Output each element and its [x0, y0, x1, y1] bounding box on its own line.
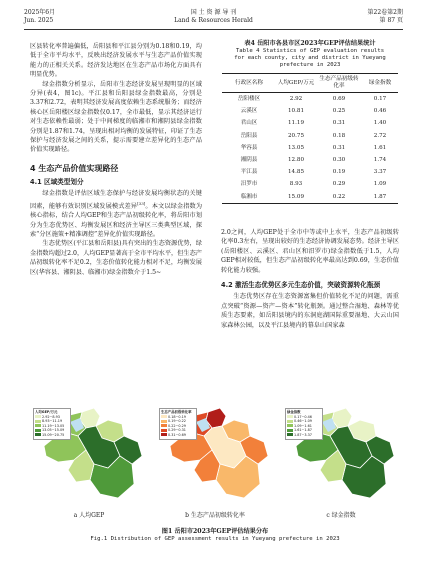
cell-value: 2.72: [373, 132, 387, 139]
cell-region: 岳阳楼区: [237, 96, 261, 102]
legend-swatch: [161, 415, 167, 418]
legend-label: 8.93~11.19: [42, 419, 63, 424]
header-date: 2025年6月: [24, 9, 56, 16]
figure-1: [30, 398, 400, 558]
paragraph-text: 绿金指数是评估区域生态保护与经济发展均衡状态的关键因素，能够有效识别区域发展模式差异: [30, 190, 202, 210]
cell-value: 0.31: [332, 144, 346, 151]
legend-swatch: [35, 424, 41, 427]
table-4: [221, 40, 399, 204]
cell-value: 2.92: [289, 96, 303, 102]
paragraph: 2.0之间，人均GEP处于全市中等或中上水平，生态产品初级转化率0.3左右，呈现出较好的生态经济协调发展态势。经济主导区(岳阳楼区、云溪区、君山区和汨罗市)绿金指数低于1.5，人均GEP相对较低，但生态产品初级转化率最高达到0.69，生态价值转化能力较强。: [221, 229, 399, 274]
cell-value: 15.09: [276, 191, 316, 204]
legend-title: 人均GEP/万元: [35, 410, 58, 414]
legend-label: 0.46~1.09: [294, 419, 312, 424]
legend-swatch: [161, 420, 167, 423]
figure-caption-en: Fig.1 Distribution of GEP assessment results in Yueyang prefecture in 2023: [90, 536, 340, 542]
cell-region: 岳阳县: [240, 132, 258, 139]
table-caption-en: for each county, city and district in Yueyang: [234, 55, 386, 61]
paragraph: 区县转化率普遍偏低，岳阳县和平江县分别为0.18和0.19，均低于全市平均水平，反映出经济发展水平与生态产品价值实现能力的正相关关系。经济发达地区在生态产品市场化方面具有明显优势。: [30, 43, 202, 79]
legend-item: [35, 433, 69, 438]
col-header: 生态产品初级转化率: [316, 74, 362, 93]
col-header: 行政区名称: [222, 74, 276, 93]
gep-table: [222, 73, 398, 204]
legend-label: 0.22~0.29: [168, 423, 186, 428]
left-column: [30, 42, 202, 277]
volume-issue: 第22卷第2期: [367, 9, 403, 16]
legend-label: 1.87~3.37: [294, 432, 312, 437]
cell-value: 1.74: [373, 157, 387, 164]
table-row: [222, 154, 398, 166]
cell-value: 10.81: [287, 108, 304, 115]
legend-swatch: [35, 420, 41, 423]
legend-items: [35, 415, 69, 438]
cell-value: 0.18: [332, 132, 346, 139]
legend-swatch: [161, 429, 167, 432]
map-a: [30, 398, 148, 506]
legend-label: 0.17~0.46: [294, 414, 312, 419]
cell-value: 1.87: [362, 191, 398, 204]
figure-caption: 图1 岳阳市2023年GEP评估结果分布: [161, 528, 269, 535]
cell-value: 12.80: [287, 157, 304, 164]
cell-region: 湘阴县: [240, 157, 258, 164]
map-c: [282, 398, 400, 506]
cell-value: 8.93: [289, 181, 303, 188]
legend-label: 0.18~0.19: [168, 414, 186, 419]
legend-swatch: [161, 433, 167, 436]
cell-value: 0.25: [332, 108, 346, 115]
cell-value: 1.09: [373, 181, 387, 188]
section-heading: 4 生态产品价值实现路径: [30, 163, 119, 173]
legend-label: 13.05~15.09: [42, 428, 65, 433]
header-rule: [24, 29, 403, 30]
map-b-caption: b 生态产品初级转化率: [185, 512, 245, 519]
journal-name-en: Land & Resources Herald: [174, 17, 253, 24]
map-b: [156, 398, 274, 506]
cell-region: 平江县: [240, 169, 258, 176]
legend-swatch: [161, 424, 167, 427]
cell-value: 1.40: [373, 120, 387, 127]
legend-swatch: [287, 429, 293, 432]
map-a-caption: a 人均GEP: [73, 512, 105, 519]
subsection-heading: 4.2 激活生态优势区多元生态价值，突破资源转化瓶颈: [221, 281, 381, 290]
paragraph: 生态优势区(平江县和岳阳县)具有突出的生态资源优势，绿金指数均超过2.0，人均GEP显著高于全市平均水平，但生态产品初级转化率不足0.2，生态价值转化能力相对不足，均衡发展区(华容县、湘阴县、临湘市)绿金指数介于1.5~: [30, 240, 202, 276]
legend-swatch: [287, 424, 293, 427]
cell-region: 汨罗市: [240, 181, 258, 188]
table-row: [222, 166, 398, 178]
page-number: 第 87 页: [379, 17, 403, 24]
paragraph-text: 。本文以绿金指数为核心指标，结合人均GEP和生态产品初级转化率，将岳阳市划分为生态优势区、均衡发展区和经济主导区三类典型区域，探索“分区施策+精准调控”差异化价值实现路径。: [30, 202, 203, 238]
table-row: [222, 117, 398, 129]
legend-items: [287, 415, 321, 438]
table-row: [222, 178, 398, 190]
paragraph: 生态优势区存在生态资源富集但价值转化不足的问题，需重点突破“资源—资产—资本”转化瓶颈。通过整合湿地、森林等优质生态要素，如岳阳县境内的东洞庭湖国际重要湿地、大云山国家森林公园，以及平江县境内的幕阜山国家森: [221, 293, 399, 329]
map-c-caption: c 绿金指数: [326, 512, 356, 519]
legend-label: 0.31~0.69: [168, 432, 186, 437]
paragraph: [30, 189, 202, 239]
cell-value: 0.19: [332, 169, 346, 176]
citation: [33]: [137, 200, 146, 206]
legend-a: [33, 408, 71, 440]
legend-b: [159, 408, 197, 440]
cell-value: 0.17: [373, 96, 387, 102]
cell-value: 1.61: [373, 144, 387, 151]
table-header-row: [222, 74, 398, 93]
legend-item: [161, 433, 195, 438]
cell-value: 0.30: [332, 157, 346, 164]
legend-label: 0.29~0.31: [168, 428, 186, 433]
legend-swatch: [35, 429, 41, 432]
table-row: [222, 130, 398, 142]
table-row: [222, 93, 398, 106]
legend-swatch: [287, 433, 293, 436]
legend-c: [285, 408, 323, 440]
cell-value: 3.37: [373, 169, 387, 176]
cell-value: 0.22: [316, 191, 362, 204]
cell-region: 临湘市: [222, 191, 276, 204]
col-header: 人均GEP/万元: [276, 74, 316, 93]
cell-value: 0.46: [373, 108, 387, 115]
legend-label: 15.09~20.75: [42, 432, 65, 437]
cell-value: 14.85: [287, 169, 304, 176]
legend-label: 0.19~0.22: [168, 419, 186, 424]
right-column: [221, 228, 399, 330]
cell-value: 13.05: [287, 144, 304, 151]
legend-swatch: [287, 420, 293, 423]
table-caption-en: prefecture in 2023: [279, 62, 341, 68]
table-caption-en: Table 4 Statistics of GEP evaluation results: [235, 48, 385, 54]
legend-label: 11.19~13.05: [42, 423, 65, 428]
legend-label: 1.61~1.87: [294, 428, 312, 433]
cell-value: 20.75: [287, 132, 304, 139]
cell-region: 华容县: [240, 144, 258, 151]
paragraph: 绿金指数分析显示，岳阳市生态经济发展呈现明显的区域分异(表4，图1c)。平江县和岳阳县绿金指数最高，分别是3.37和2.72，表明其经济发展高度依赖生态系统服务；而经济核心区岳阳楼区绿金指数仅0.17，全市最低，显示其经济运行对生态依赖性最弱；处于中间梯度的临湘市和湘阴县绿金指数分别是1.87和1.74，呈现出相对均衡的发展特征，印证了生态保护与经济发展之间的关系，提示需要建立差异化的生态产品价值实现路径。: [30, 80, 202, 154]
subsection-heading: 4.1 区域类型划分: [30, 177, 84, 186]
table-caption: 表4 岳阳市各县市区2023年GEP评估结果统计: [244, 40, 376, 47]
legend-item: [287, 433, 321, 438]
cell-value: 0.29: [332, 181, 346, 188]
legend-title: 绿金指数: [287, 410, 301, 414]
table-row: [222, 142, 398, 154]
legend-swatch: [287, 415, 293, 418]
legend-items: [161, 415, 195, 438]
cell-region: 云溪区: [240, 108, 258, 115]
legend-label: 2.92~8.93: [42, 414, 60, 419]
cell-value: 11.19: [287, 120, 304, 127]
header-date-en: Jun. 2025: [24, 17, 54, 24]
legend-swatch: [35, 433, 41, 436]
legend-title: 生态产品初级转化率: [161, 410, 192, 414]
cell-value: 0.31: [332, 120, 346, 127]
col-header: 绿金指数: [362, 74, 398, 93]
journal-name: 国 土 资 源 导 刊: [190, 9, 237, 16]
legend-label: 1.09~1.61: [294, 423, 312, 428]
legend-swatch: [35, 415, 41, 418]
table-row: [222, 191, 398, 204]
table-row: [222, 105, 398, 117]
cell-value: 0.69: [332, 96, 346, 102]
cell-region: 君山区: [240, 120, 258, 127]
